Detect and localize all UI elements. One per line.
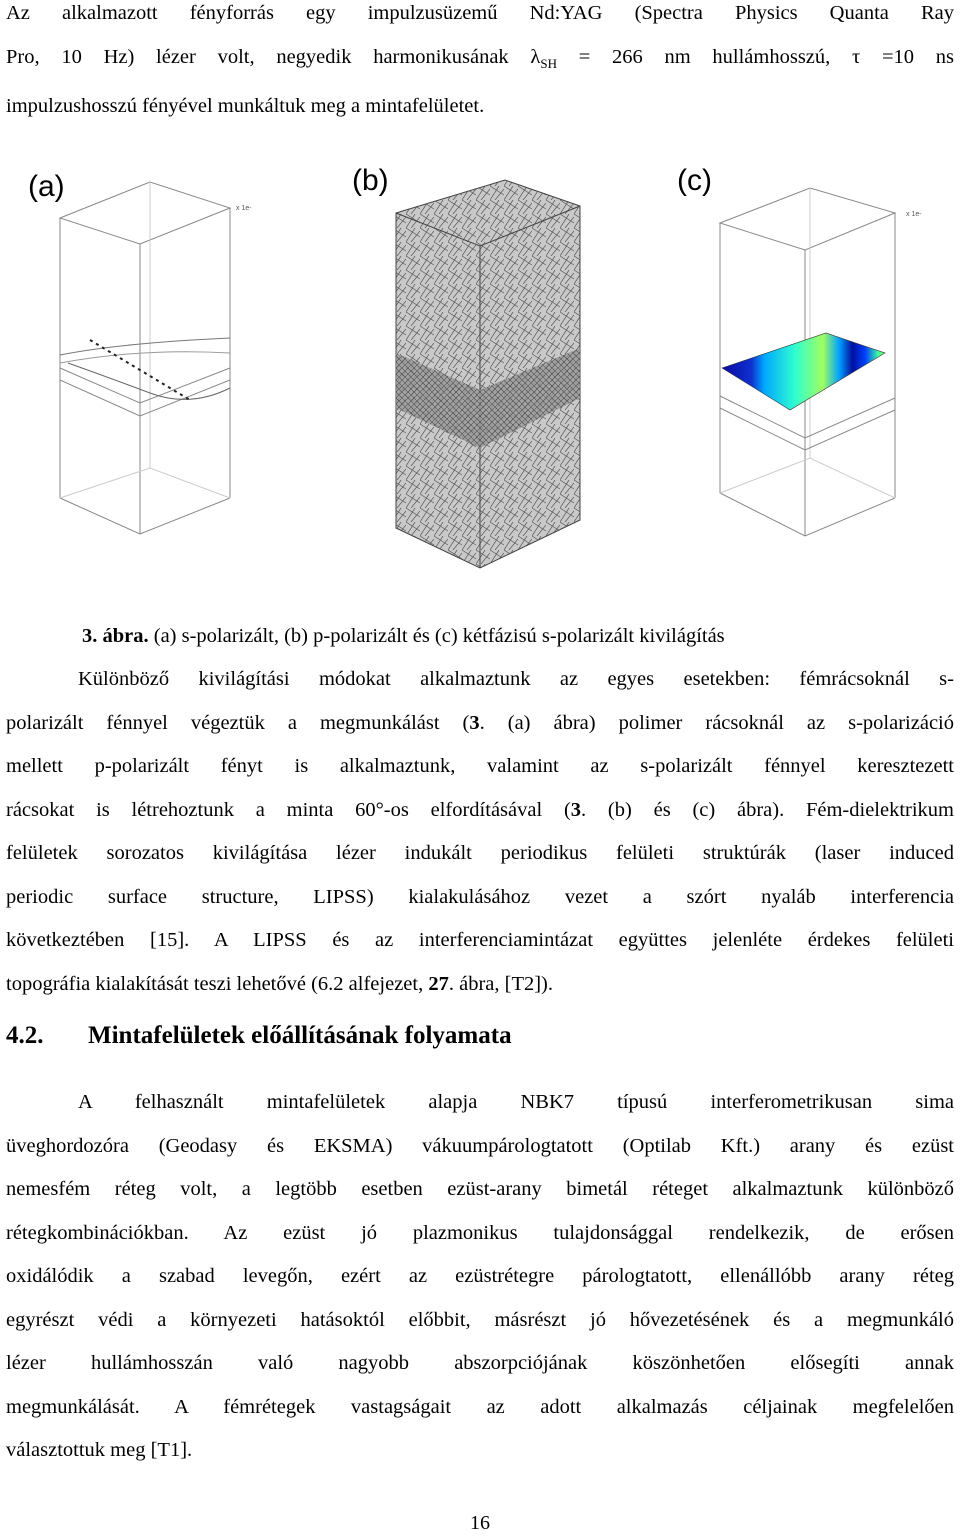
figure-caption: [82, 621, 725, 651]
simulation-figure: [0, 158, 960, 598]
p1-line-5: felületek sorozatos kivilágítása lézer indukált periodikus felületi struktúrák (laser induced: [6, 842, 954, 864]
section-number: 4.2.: [6, 1022, 44, 1049]
page-number: 16: [470, 1512, 490, 1534]
p1-line-4: rácsokat is létrehoztunk a minta 60°-os elfordításával (3. (b) és (c) ábra). Fém-dielektrikum: [6, 798, 955, 821]
figure-ref-3bc: 3: [570, 798, 582, 821]
p2-line-4: rétegkombinációkban. Az ezüst jó plazmonikus tulajdonsággal rendelkezik, de erősen: [6, 1221, 954, 1244]
paragraph-2: [6, 1081, 954, 1473]
paragraph-1: [6, 658, 954, 1006]
caption-text: (a) s-polarizált, (b) p-polarizált és (c) kétfázisú s-polarizált kivilágítás: [148, 625, 725, 647]
p2-line-3: nemesfém réteg volt, a legtöbb esetben ezüst-arany bimetál réteget alkalmaztunk különböző: [6, 1178, 954, 1200]
p2-line-2: üveghordozóra (Geodasy és EKSMA) vákuumpárologtatott (Optilab Kft.) arany és ezüst: [6, 1134, 954, 1157]
p2-line-9: választottuk meg [T1].: [6, 1439, 193, 1461]
p1-line-2: polarizált fénnyel végeztük a megmunkálást (3. (a) ábra) polimer rácsoknál az s-polarizáció: [6, 711, 954, 734]
panel-a: [28, 170, 252, 534]
panel-c-axis-label: x 1e-: [906, 211, 922, 218]
intro-line-2: Pro, 10 Hz) lézer volt, negyedik harmonikusának $\lambda_{SH} = 266$ nm hullámhosszú, τ =10 ns: [6, 45, 954, 71]
figure-ref-27: 27: [428, 972, 449, 995]
panel-c: [677, 164, 922, 536]
p1-line-3: mellett p-polarizált fényt is alkalmaztunk, valamint az s-polarizált fénnyel keresztezett: [6, 755, 954, 777]
caption-label: 3. ábra.: [82, 625, 149, 647]
p2-line-7: lézer hullámhosszán való nagyobb abszorpciójának köszönhetően elősegíti annak: [6, 1352, 954, 1374]
lambda-subscript: SH: [540, 55, 557, 71]
p1-line-1: Különböző kivilágítási módokat alkalmaztunk az egyes esetekben: fémrácsoknál s-: [78, 668, 954, 690]
p2-line-6: egyrészt védi a környezeti hatásoktól előbbit, másrészt jó hővezetésének és a megmunkáló: [6, 1308, 954, 1331]
intro-line-1: Az alkalmazott fényforrás egy impulzusüzemű Nd:YAG (Spectra Physics Quanta Ray: [6, 2, 954, 24]
section-heading: [6, 1022, 512, 1050]
section-title: Mintafelületek előállításának folyamata: [88, 1022, 512, 1049]
panel-a-axis-label: x 1e-: [236, 205, 252, 212]
intro-paragraph: [6, 0, 954, 129]
p1-line-7: következtében [15]. A LIPSS és az interferenciamintázat együttes jelenléte érdekes felületi: [6, 929, 954, 951]
p2-line-1: A felhasznált mintafelületek alapja NBK7 típusú interferometrikusan sima: [78, 1091, 954, 1113]
panel-a-label: (a): [28, 170, 65, 203]
p1-line-8: topográfia kialakítását teszi lehetővé (6.2 alfejezet, 27. ábra, [T2]).: [6, 972, 553, 995]
intro-line-3: impulzushosszú fényével munkáltuk meg a mintafelületet.: [6, 95, 485, 118]
p1-line-6: periodic surface structure, LIPSS) kialakulásához vezet a szórt nyaláb interferencia: [6, 885, 954, 908]
p2-line-8: megmunkálását. A fémrétegek vastagságait az adott alkalmazás céljainak megfelelően: [6, 1395, 954, 1418]
panel-b-label: (b): [352, 164, 389, 197]
figure-ref-3a: 3: [469, 711, 480, 734]
p2-line-5: oxidálódik a szabad levegőn, ezért az ezüstrétegre párologtatott, ellenállóbb arany réteg: [6, 1265, 954, 1287]
panel-b: [352, 164, 580, 568]
panel-c-label: (c): [677, 164, 712, 197]
